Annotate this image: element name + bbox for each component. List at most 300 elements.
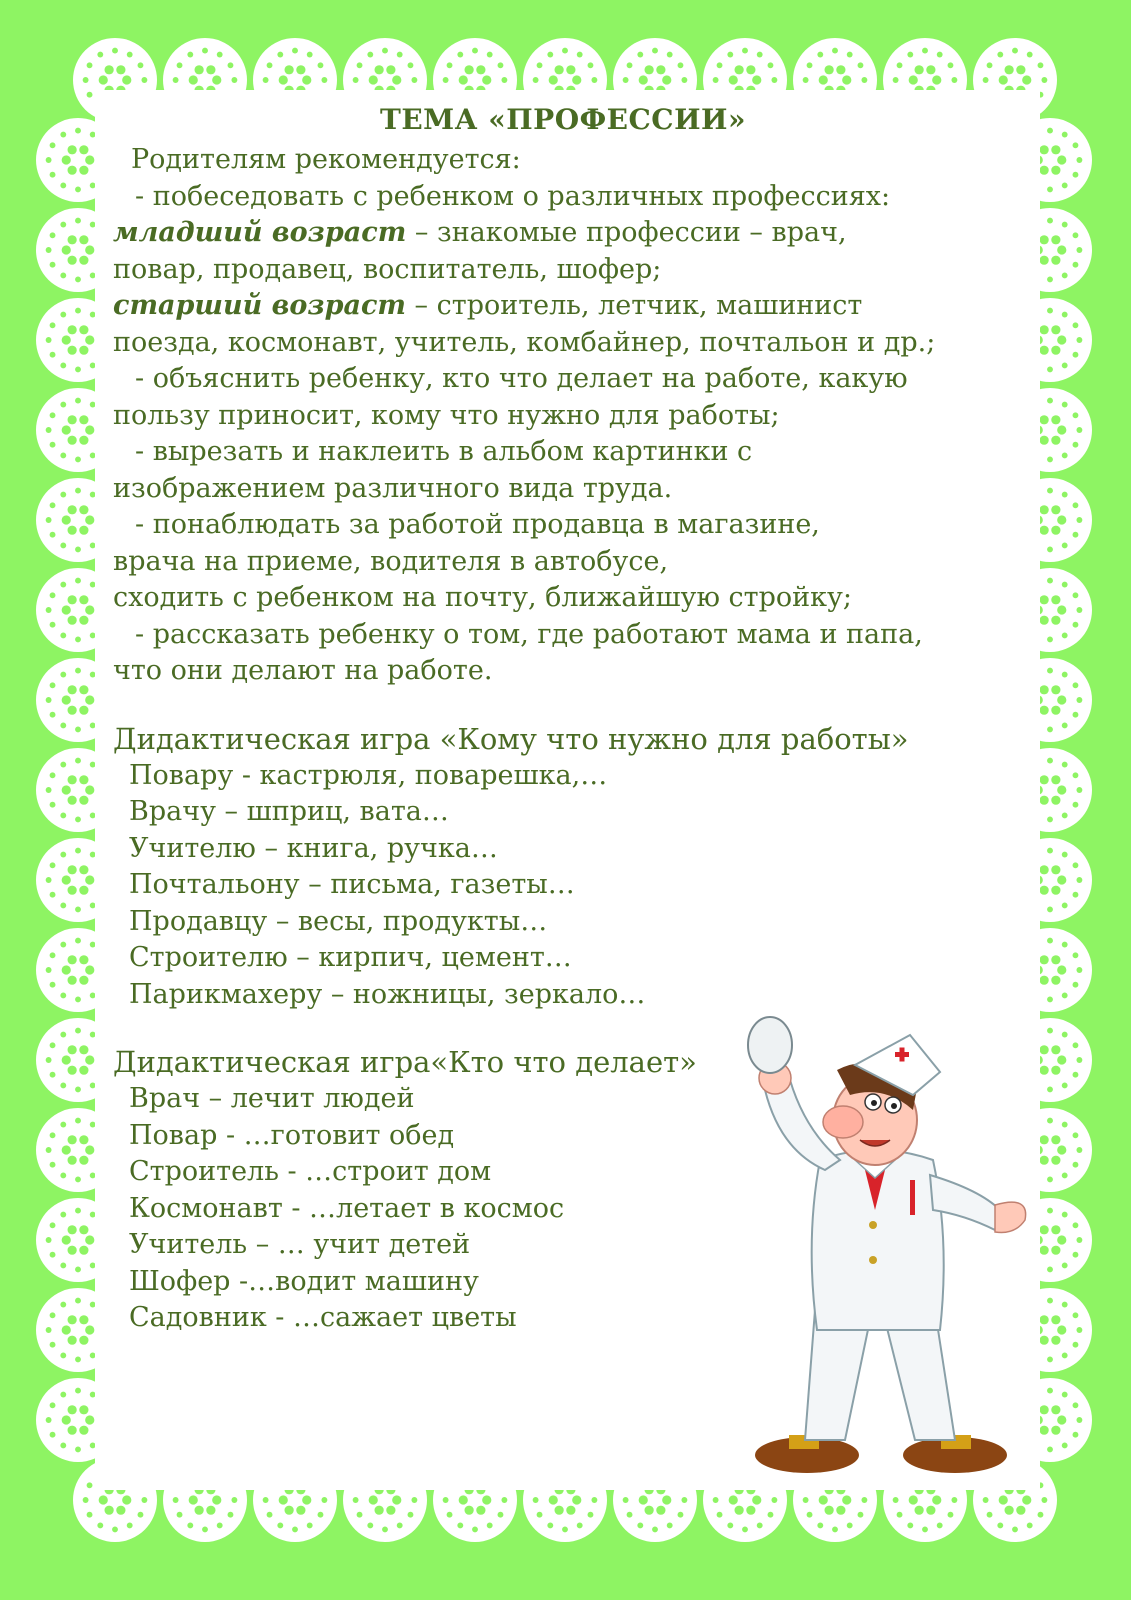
game1-heading: Дидактическая игра «Кому что нужно для работы» — [113, 721, 909, 756]
game2-item: Учитель – … учит детей — [129, 1229, 471, 1260]
lace-dot — [637, 1523, 643, 1529]
lace-dot — [60, 852, 66, 858]
lace-dot — [817, 52, 823, 58]
lace-dot — [1051, 1426, 1060, 1435]
age-group-label: младший возраст — [113, 217, 407, 248]
lace-dot — [75, 996, 81, 1002]
lace-dot — [46, 1057, 52, 1063]
lace-dot — [443, 1497, 449, 1503]
lace-dot — [1076, 967, 1082, 973]
lace-dot — [85, 335, 94, 344]
lace-dot — [375, 65, 384, 74]
lace-dot — [533, 77, 539, 83]
lace-dot — [1051, 436, 1060, 445]
lace-dot — [189, 75, 198, 84]
recommendation-line — [113, 434, 1013, 471]
lace-dot — [1040, 415, 1049, 424]
lace-dot — [983, 77, 989, 83]
recommendation-text: - побеседовать с ребенком о различных профессиях: — [135, 180, 891, 212]
lace-dot — [987, 1512, 993, 1518]
lace-dot — [369, 75, 378, 84]
lace-dot — [1051, 166, 1060, 175]
lace-dot — [79, 346, 88, 355]
game1-item: Продавцу – весы, продукты… — [129, 905, 548, 937]
lace-dot — [577, 1523, 583, 1529]
lace-dot — [1040, 235, 1049, 244]
lace-dot — [1005, 1506, 1014, 1515]
lace-dot — [85, 1415, 94, 1424]
lace-dot — [411, 1497, 417, 1503]
lace-dot — [141, 1497, 147, 1503]
age-group-label: старший возраст — [113, 290, 406, 321]
lace-dot — [1040, 325, 1049, 334]
lace-dot — [127, 1523, 133, 1529]
lace-dot — [588, 62, 594, 68]
lace-dot — [926, 1506, 935, 1515]
recommendation-text: поезда, космонавт, учитель, комбайнер, почтальон и др.; — [113, 326, 936, 358]
lace-dot — [742, 48, 748, 54]
lace-dot — [572, 75, 581, 84]
lace-dot — [79, 595, 88, 604]
lace-dot — [1047, 128, 1053, 134]
lace-dot — [547, 1523, 553, 1529]
recommendation-line — [113, 179, 1013, 216]
lace-dot — [768, 62, 774, 68]
lace-dot — [1047, 1208, 1053, 1214]
lace-dot — [861, 1497, 867, 1503]
lace-dot — [637, 52, 643, 58]
lace-dot — [1062, 363, 1068, 369]
lace-dot — [1062, 723, 1068, 729]
lace-dot — [46, 697, 52, 703]
lace-dot — [922, 48, 928, 54]
lace-dot — [307, 1523, 313, 1529]
lace-dot — [752, 75, 761, 84]
lace-dot — [408, 1512, 414, 1518]
recommendation-text: - рассказать ребенку о том, где работают мама и папа, — [135, 618, 923, 650]
lace-dot — [375, 1506, 384, 1515]
lace-dot — [50, 1402, 56, 1408]
lace-dot — [279, 1495, 288, 1504]
lace-dot — [68, 325, 77, 334]
lace-dot — [392, 1495, 401, 1504]
lace-dot — [85, 245, 94, 254]
lace-dot — [79, 616, 88, 625]
recommendation-text: повар, продавец, воспитатель, шофер; — [113, 253, 662, 285]
lace-dot — [1073, 172, 1079, 178]
lace-dot — [318, 1512, 324, 1518]
lace-dot — [382, 1526, 388, 1532]
lace-dot — [85, 1145, 94, 1154]
lace-dot — [263, 77, 269, 83]
lace-dot — [263, 1497, 269, 1503]
lace-dot — [1047, 816, 1053, 822]
lace-dot — [46, 1327, 52, 1333]
lace-dot — [832, 1526, 838, 1532]
lace-dot — [457, 52, 463, 58]
lace-dot — [459, 1495, 468, 1504]
lace-dot — [1062, 813, 1068, 819]
lace-dot — [907, 1523, 913, 1529]
game2-item: Космонавт - …летает в космос — [129, 1192, 565, 1224]
lace-dot — [68, 796, 77, 805]
lace-dot — [68, 955, 77, 964]
lace-dot — [1040, 1045, 1049, 1054]
lace-dot — [1047, 488, 1053, 494]
lace-dot — [1051, 796, 1060, 805]
lace-dot — [1047, 308, 1053, 314]
lace-dot — [75, 636, 81, 642]
lace-dot — [50, 982, 56, 988]
lace-dot — [1040, 865, 1049, 874]
lace-dot — [321, 77, 327, 83]
lace-dot — [1016, 65, 1025, 74]
lace-dot — [85, 965, 94, 974]
lace-dot — [1062, 1173, 1068, 1179]
lace-dot — [1073, 1132, 1079, 1138]
lace-dot — [85, 515, 94, 524]
lace-dot — [62, 425, 71, 434]
lace-dot — [50, 412, 56, 418]
lace-dot — [1062, 543, 1068, 549]
lace-dot — [212, 75, 221, 84]
lace-dot — [60, 762, 66, 768]
lace-dot — [757, 52, 763, 58]
lace-dot — [1076, 157, 1082, 163]
lace-dot — [79, 526, 88, 535]
lace-dot — [549, 1495, 558, 1504]
lace-dot — [195, 65, 204, 74]
lace-dot — [50, 232, 56, 238]
lace-dot — [50, 892, 56, 898]
lace-dot — [1047, 726, 1053, 732]
lace-dot — [639, 75, 648, 84]
lace-dot — [1073, 1312, 1079, 1318]
lace-dot — [60, 1392, 66, 1398]
lace-dot — [1073, 352, 1079, 358]
lace-dot — [487, 52, 493, 58]
lace-dot — [68, 1405, 77, 1414]
lace-dot — [79, 145, 88, 154]
lace-dot — [1040, 1156, 1049, 1165]
recommendation-line — [113, 580, 1013, 617]
lace-dot — [50, 142, 56, 148]
lace-dot — [1057, 425, 1066, 434]
lace-dot — [1062, 183, 1068, 189]
lace-dot — [549, 75, 558, 84]
lace-dot — [60, 1353, 66, 1359]
lace-dot — [1073, 862, 1079, 868]
lace-dot — [75, 128, 81, 134]
game1-item: Парикмахеру – ножницы, зеркало… — [129, 978, 646, 1010]
lace-dot — [206, 1506, 215, 1515]
lace-dot — [1057, 695, 1066, 704]
lace-dot — [367, 1523, 373, 1529]
lace-dot — [771, 1497, 777, 1503]
lace-dot — [367, 52, 373, 58]
lace-dot — [1073, 1342, 1079, 1348]
lace-dot — [50, 1222, 56, 1228]
lace-dot — [1057, 1235, 1066, 1244]
recommendation-text: – знакомые профессии – врач, — [406, 217, 847, 248]
lace-dot — [62, 605, 71, 614]
lace-dot — [555, 1506, 564, 1515]
lace-dot — [1051, 616, 1060, 625]
recommendation-text: - понаблюдать за работой продавца в магазине, — [135, 509, 820, 540]
lace-dot — [447, 1512, 453, 1518]
lace-dot — [983, 1497, 989, 1503]
lace-dot — [459, 75, 468, 84]
lace-dot — [1051, 1315, 1060, 1324]
lace-dot — [771, 77, 777, 83]
lace-dot — [68, 1045, 77, 1054]
lace-dot — [1040, 505, 1049, 514]
lace-dot — [667, 1523, 673, 1529]
lace-dot — [50, 712, 56, 718]
recommendation-text: изображением различного вида труда. — [113, 472, 673, 504]
game1-item: Учителю – книга, ручка… — [129, 832, 498, 864]
lace-dot — [1040, 955, 1049, 964]
lace-dot — [487, 1523, 493, 1529]
lace-dot — [717, 62, 723, 68]
lace-dot — [357, 62, 363, 68]
lace-dot — [50, 1162, 56, 1168]
lace-dot — [1040, 526, 1049, 535]
lace-dot — [60, 813, 66, 819]
lace-dot — [1051, 886, 1060, 895]
recommendation-line — [113, 653, 1013, 690]
lace-dot — [68, 775, 77, 784]
lace-dot — [62, 335, 71, 344]
game2-item: Повар - …готовит обед — [129, 1119, 455, 1151]
lace-dot — [1040, 796, 1049, 805]
lace-dot — [807, 1512, 813, 1518]
lace-dot — [79, 415, 88, 424]
lace-dot — [85, 605, 94, 614]
lace-dot — [217, 52, 223, 58]
lace-dot — [369, 1495, 378, 1504]
lace-dot — [652, 1526, 658, 1532]
lace-dot — [656, 65, 665, 74]
lace-dot — [1073, 682, 1079, 688]
lace-dot — [68, 706, 77, 715]
lace-dot — [1047, 906, 1053, 912]
lace-dot — [60, 222, 66, 228]
lace-dot — [60, 1032, 66, 1038]
lace-dot — [1076, 517, 1082, 523]
lace-dot — [1062, 273, 1068, 279]
lace-dot — [321, 1497, 327, 1503]
lace-dot — [79, 1405, 88, 1414]
lace-dot — [1051, 1336, 1060, 1345]
lace-dot — [1051, 865, 1060, 874]
lace-dot — [1062, 762, 1068, 768]
lace-dot — [50, 322, 56, 328]
lace-dot — [1062, 1212, 1068, 1218]
lace-dot — [1073, 1402, 1079, 1408]
lace-dot — [1051, 256, 1060, 265]
lace-dot — [83, 77, 89, 83]
lace-dot — [1062, 453, 1068, 459]
lace-dot — [1051, 235, 1060, 244]
lace-dot — [50, 352, 56, 358]
lace-dot — [1040, 616, 1049, 625]
lace-dot — [231, 77, 237, 83]
lace-dot — [572, 1495, 581, 1504]
lace-dot — [79, 976, 88, 985]
lace-dot — [79, 505, 88, 514]
lace-dot — [713, 1497, 719, 1503]
recommendation-text: - вырезать и наклеить в альбом картинки с — [135, 436, 753, 467]
lace-dot — [1051, 1246, 1060, 1255]
lace-dot — [662, 75, 671, 84]
lace-dot — [1047, 938, 1053, 944]
lace-dot — [60, 993, 66, 999]
lace-dot — [907, 52, 913, 58]
lace-dot — [50, 772, 56, 778]
lace-dot — [1051, 1135, 1060, 1144]
game2-item: Строитель - …строит дом — [129, 1156, 492, 1187]
lace-dot — [652, 48, 658, 54]
lace-dot — [1047, 1176, 1053, 1182]
game2-item: Шофер -…водит машину — [129, 1265, 479, 1297]
lace-dot — [937, 52, 943, 58]
lace-dot — [177, 62, 183, 68]
lace-dot — [1073, 1072, 1079, 1078]
lace-dot — [397, 52, 403, 58]
lace-dot — [46, 1237, 52, 1243]
lace-dot — [1040, 706, 1049, 715]
lace-dot — [85, 875, 94, 884]
lace-dot — [87, 1482, 93, 1488]
lace-dot — [292, 48, 298, 54]
lace-dot — [112, 48, 118, 54]
lace-dot — [68, 346, 77, 355]
lace-dot — [277, 52, 283, 58]
lace-dot — [50, 1342, 56, 1348]
lace-dot — [937, 1523, 943, 1529]
lace-dot — [1057, 245, 1066, 254]
lace-dot — [623, 77, 629, 83]
lace-dot — [60, 1212, 66, 1218]
lace-dot — [1047, 276, 1053, 282]
lace-dot — [50, 1072, 56, 1078]
lace-dot — [85, 1055, 94, 1064]
lace-dot — [1073, 1222, 1079, 1228]
lace-dot — [50, 1252, 56, 1258]
lace-dot — [713, 77, 719, 83]
lace-dot — [1047, 996, 1053, 1002]
lace-dot — [79, 706, 88, 715]
lace-dot — [1027, 1523, 1033, 1529]
lace-dot — [112, 1526, 118, 1532]
lace-dot — [1062, 1263, 1068, 1269]
lace-dot — [443, 77, 449, 83]
lace-dot — [285, 65, 294, 74]
lace-dot — [678, 62, 684, 68]
lace-dot — [87, 62, 93, 68]
lace-dot — [75, 1028, 81, 1034]
lace-dot — [177, 1512, 183, 1518]
lace-dot — [1047, 546, 1053, 552]
lace-dot — [1073, 232, 1079, 238]
lace-dot — [1073, 412, 1079, 418]
lace-dot — [997, 1523, 1003, 1529]
lace-dot — [187, 1523, 193, 1529]
lace-dot — [97, 52, 103, 58]
lace-dot — [999, 1495, 1008, 1504]
lace-dot — [951, 1497, 957, 1503]
lace-dot — [1062, 1302, 1068, 1308]
lace-dot — [79, 775, 88, 784]
lace-dot — [75, 758, 81, 764]
lace-dot — [1016, 1506, 1025, 1515]
lace-dot — [1076, 247, 1082, 253]
lace-dot — [206, 65, 215, 74]
lace-dot — [1040, 1225, 1049, 1234]
lace-dot — [75, 1266, 81, 1272]
lace-dot — [1076, 1237, 1082, 1243]
lace-dot — [948, 62, 954, 68]
doctor-illustration — [745, 1010, 1035, 1480]
lace-dot — [75, 218, 81, 224]
lace-dot — [85, 1235, 94, 1244]
lace-dot — [302, 75, 311, 84]
lace-dot — [83, 1497, 89, 1503]
lace-dot — [1073, 1432, 1079, 1438]
recommendation-text: - объяснить ребенку, кто что делает на работе, какую — [135, 363, 908, 394]
lace-dot — [60, 363, 66, 369]
lace-dot — [68, 1336, 77, 1345]
lace-dot — [1057, 785, 1066, 794]
lace-dot — [639, 1495, 648, 1504]
lace-dot — [122, 1495, 131, 1504]
mirror-icon — [748, 1017, 792, 1073]
lace-dot — [562, 48, 568, 54]
game1-item: Врачу – шприц, вата… — [129, 796, 449, 827]
lace-dot — [1040, 1066, 1049, 1075]
lace-dot — [1047, 366, 1053, 372]
lace-dot — [482, 75, 491, 84]
lace-dot — [1040, 436, 1049, 445]
lace-dot — [1040, 1405, 1049, 1414]
lace-dot — [1057, 1145, 1066, 1154]
lace-dot — [60, 453, 66, 459]
lace-dot — [577, 52, 583, 58]
lace-dot — [1062, 633, 1068, 639]
lace-dot — [353, 77, 359, 83]
lace-dot — [85, 1325, 94, 1334]
intro-text: Родителям рекомендуется: — [131, 144, 521, 175]
lace-dot — [68, 886, 77, 895]
lace-dot — [746, 1506, 755, 1515]
lace-dot — [50, 532, 56, 538]
lace-dot — [847, 52, 853, 58]
lace-dot — [1047, 456, 1053, 462]
recommendations-list — [113, 179, 1013, 690]
lace-dot — [498, 1512, 504, 1518]
game1-item: Почтальону – письма, газеты… — [129, 869, 575, 900]
lace-dot — [46, 157, 52, 163]
lace-dot — [75, 1388, 81, 1394]
lace-dot — [752, 1495, 761, 1504]
lace-dot — [678, 1512, 684, 1518]
lace-dot — [1040, 145, 1049, 154]
lace-dot — [50, 1312, 56, 1318]
lace-dot — [1047, 668, 1053, 674]
lace-dot — [1005, 65, 1014, 74]
lace-dot — [537, 1512, 543, 1518]
